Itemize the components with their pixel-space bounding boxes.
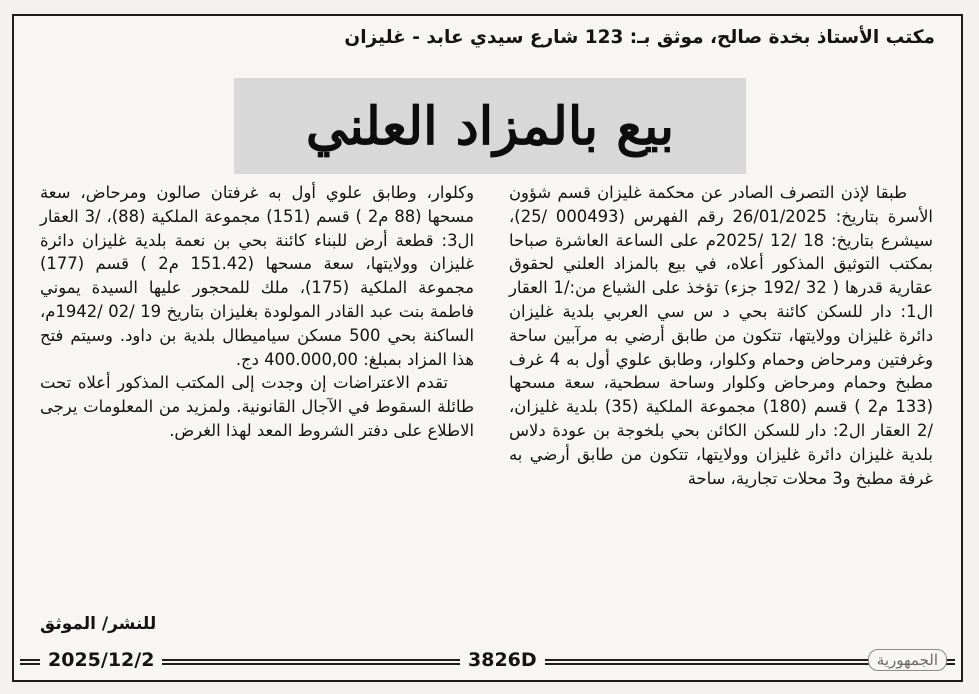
notary-office-header: مكتب الأستاذ بخدة صالح، موثق بـ: 123 شارع سيدي عابد - غليزان xyxy=(344,27,935,48)
property-continuation-paragraph: وكلوار، وطابق علوي أول به غرفتان صالون ومرحاض، سعة مسحها (88 م2 ) قسم (151) مجموعة الملكية (88)، /3 العقار ال3: قطعة أرض للبناء كائنة بحي بن نعمة بلدية غليزان دائرة غليزان وولايتها، سعة مسحها (151.42 م2 ) قسم (177) مجموعة الملكية (175)، ملك للمحجور عليها السيدة يموني فاطمة بنت عبد القادر المولودة بغليزان بتاريخ 19 /02 /1942م، الساكنة بحي 500 مسكن سياميطال بلدية بن داود. وسيتم فتح هذا المزاد بمبلغ: 400.000,00 دج. xyxy=(40,183,475,369)
notice-title: بيع بالمزاد العلني xyxy=(305,95,675,157)
title-banner xyxy=(234,78,746,174)
footer-date: 2025/12/2 xyxy=(40,646,162,674)
legal-notice xyxy=(12,14,963,682)
signature-line: للنشر/ الموثق xyxy=(40,614,157,634)
footer-bar xyxy=(20,646,955,674)
auction-details-paragraph: طبقا لإذن التصرف الصادر عن محكمة غليزان قسم شؤون الأسرة بتاريخ: 26/01/2025 رقم الفهرس (000493 /25)، سيشرع بتاريخ: 18 /12 /2025م على الساعة العاشرة صباحا بمكتب التوثيق المذكور أعلاه، في بيع بالمزاد العلني لحقوق عقارية قدرها ( 32 /192 جزء) تؤخذ على الشياع من:/1 العقار ال1: دار للسكن كائنة بحي د س سي العربي بلدية غليزان دائرة غليزان وولايتها، تتكون من طابق أرضي به مرآبين ساحة وغرفتين ومرحاض وحمام وكلوار، وطابق علوي أول به 4 غرف مطبخ وحمام ومرحاض وكلوار وساحة سطحية، سعة مسحها (133 م2 ) قسم (180) مجموعة الملكية (35) بلدية غليزان، /2 العقار ال2: دار للسكن الكائن بحي بلخوجة بن عودة دلاس بلدية غليزان دائرة غليزان وولايتها، تتكون من طابق أرضي به غرفة مطبخ و3 محلات تجارية، ساحة xyxy=(509,183,934,488)
footer-code: 3826D xyxy=(460,646,545,674)
publication-logo: الجمهورية xyxy=(868,649,947,671)
objections-paragraph: تقدم الاعتراضات إن وجدت إلى المكتب المذكور أعلاه تحت طائلة السقوط في الآجال القانونية. ولمزيد من المعلومات يرجى الاطلاع على دفتر الشروط المعد لهذا الغرض. xyxy=(40,373,474,440)
right-text-column xyxy=(509,181,933,490)
left-text-column xyxy=(40,181,474,443)
